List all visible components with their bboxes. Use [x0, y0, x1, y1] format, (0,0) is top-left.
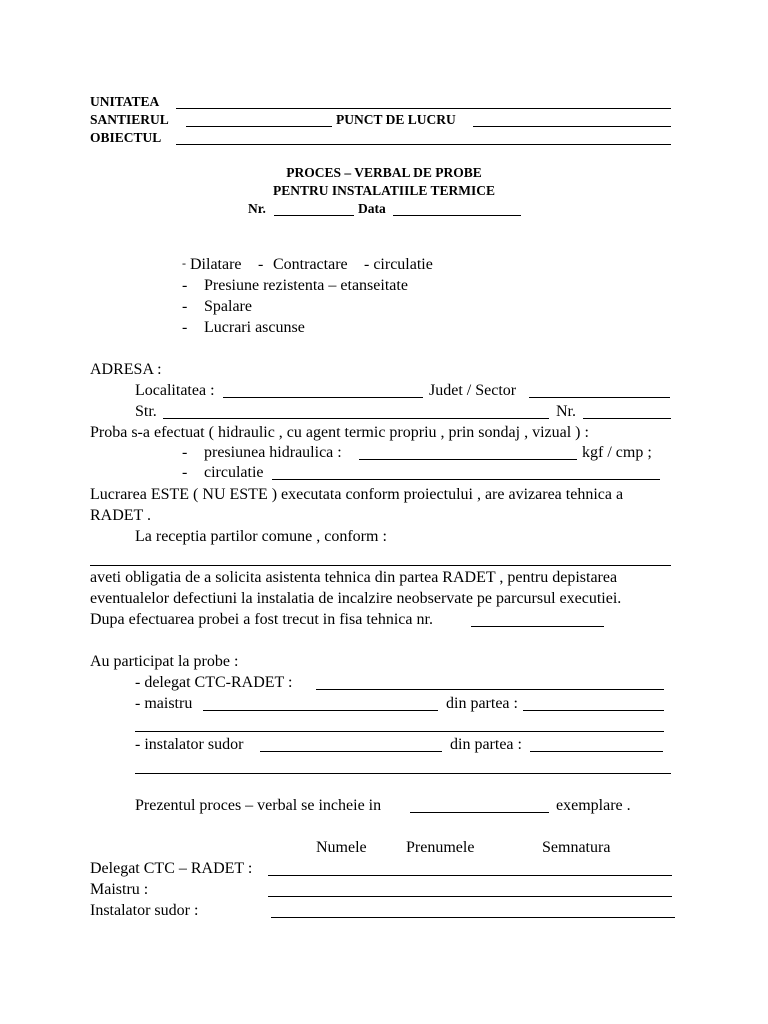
signature-label-delegat: Delegat CTC – RADET :	[90, 860, 253, 877]
numele-header: Numele	[316, 839, 367, 856]
dupa-text: Dupa efectuarea probei a fost trecut in fisa tehnica nr.	[90, 611, 433, 628]
fisa-tehnica-field[interactable]	[471, 626, 604, 627]
closing-suffix: exemplare .	[556, 797, 631, 814]
maistru-din-partea-field[interactable]	[523, 710, 664, 711]
presiunea-label: presiunea hidraulica :	[204, 444, 342, 461]
closing-prefix: Prezentul proces – verbal se incheie in	[135, 797, 382, 814]
maistru-field[interactable]	[203, 710, 438, 711]
str-label: Str.	[135, 403, 157, 420]
santierul-label: SANTIERUL	[90, 112, 169, 127]
test-item-lucrari: Lucrari ascunse	[204, 319, 305, 336]
presiunea-field[interactable]	[359, 459, 577, 460]
test-dash-1: -	[182, 277, 188, 294]
obligatia-text-line1: aveti obligatia de a solicita asistenta tehnica din partea RADET , pentru depistarea	[90, 569, 618, 586]
presiunea-unit: kgf / cmp ;	[582, 444, 652, 461]
obiectul-field[interactable]	[176, 144, 671, 145]
test-separator: -	[258, 256, 264, 273]
receptia-text: La receptia partilor comune , conform :	[135, 528, 387, 545]
unitatea-field[interactable]	[176, 108, 671, 109]
proba-text: Proba s-a efectuat ( hidraulic , cu agent termic propriu , prin sondaj , vizual ) :	[90, 424, 589, 441]
test-dash-2: -	[182, 298, 188, 315]
exemplare-field[interactable]	[410, 812, 549, 813]
circulatie-dash: -	[182, 464, 188, 481]
participants-label: Au participat la probe :	[90, 653, 239, 670]
judet-field[interactable]	[529, 397, 670, 398]
lucrarea-text-line1: Lucrarea ESTE ( NU ESTE ) executata conform proiectului , are avizarea tehnica a	[90, 486, 624, 503]
unitatea-label: UNITATEA	[90, 94, 160, 109]
punct-lucru-field[interactable]	[473, 126, 671, 127]
din-partea-label-1: din partea :	[446, 695, 518, 712]
delegat-ctc-label: - delegat CTC-RADET :	[135, 674, 293, 691]
din-partea-label-2: din partea :	[450, 736, 522, 753]
instalator-extra-field[interactable]	[135, 773, 671, 774]
test-circulatie: - circulatie	[364, 256, 433, 273]
lucrarea-text-line2: RADET .	[90, 507, 152, 524]
localitatea-label: Localitatea :	[135, 382, 215, 399]
test-dash-0: -	[182, 256, 186, 270]
test-item-spalare: Spalare	[204, 298, 252, 315]
circulatie-label: circulatie	[204, 464, 264, 481]
nr-address-label: Nr.	[556, 403, 576, 420]
instalator-sudor-field[interactable]	[260, 751, 442, 752]
instalator-sudor-label: - instalator sudor	[135, 736, 244, 753]
nr-field[interactable]	[274, 215, 354, 216]
semnatura-header: Semnatura	[542, 839, 611, 856]
circulatie-field[interactable]	[272, 479, 660, 480]
document-title-line1: PROCES – VERBAL DE PROBE	[286, 165, 482, 180]
receptia-field[interactable]	[90, 565, 671, 566]
localitatea-field[interactable]	[223, 397, 423, 398]
instalator-din-partea-field[interactable]	[530, 751, 663, 752]
nr-address-field[interactable]	[583, 418, 671, 419]
nr-label: Nr.	[248, 201, 266, 216]
test-item-presiune: Presiune rezistenta – etanseitate	[204, 277, 408, 294]
str-field[interactable]	[163, 418, 549, 419]
maistru-extra-field[interactable]	[135, 731, 664, 732]
document-title-line2: PENTRU INSTALATIILE TERMICE	[272, 183, 496, 198]
signature-field-delegat[interactable]	[268, 875, 672, 876]
signature-field-instalator[interactable]	[271, 917, 675, 918]
judet-label: Judet / Sector	[429, 382, 517, 399]
santierul-field[interactable]	[186, 126, 332, 127]
prenumele-header: Prenumele	[406, 839, 475, 856]
presiunea-dash: -	[182, 444, 188, 461]
signature-label-instalator: Instalator sudor :	[90, 902, 199, 919]
data-label: Data	[358, 201, 386, 216]
maistru-label: - maistru	[135, 695, 193, 712]
delegat-ctc-field[interactable]	[316, 689, 664, 690]
signature-label-maistru: Maistru :	[90, 881, 149, 898]
test-contractare: Contractare	[273, 256, 348, 273]
signature-field-maistru[interactable]	[268, 896, 672, 897]
data-field[interactable]	[393, 215, 521, 216]
test-dilatare: Dilatare	[190, 256, 242, 273]
test-dash-3: -	[182, 319, 188, 336]
punct-lucru-label: PUNCT DE LUCRU	[336, 112, 456, 127]
adresa-label: ADRESA :	[90, 361, 162, 378]
obiectul-label: OBIECTUL	[90, 130, 162, 145]
obligatia-text-line2: eventualelor defectiuni la instalatia de incalzire neobservate pe parcursul executiei.	[90, 590, 622, 607]
